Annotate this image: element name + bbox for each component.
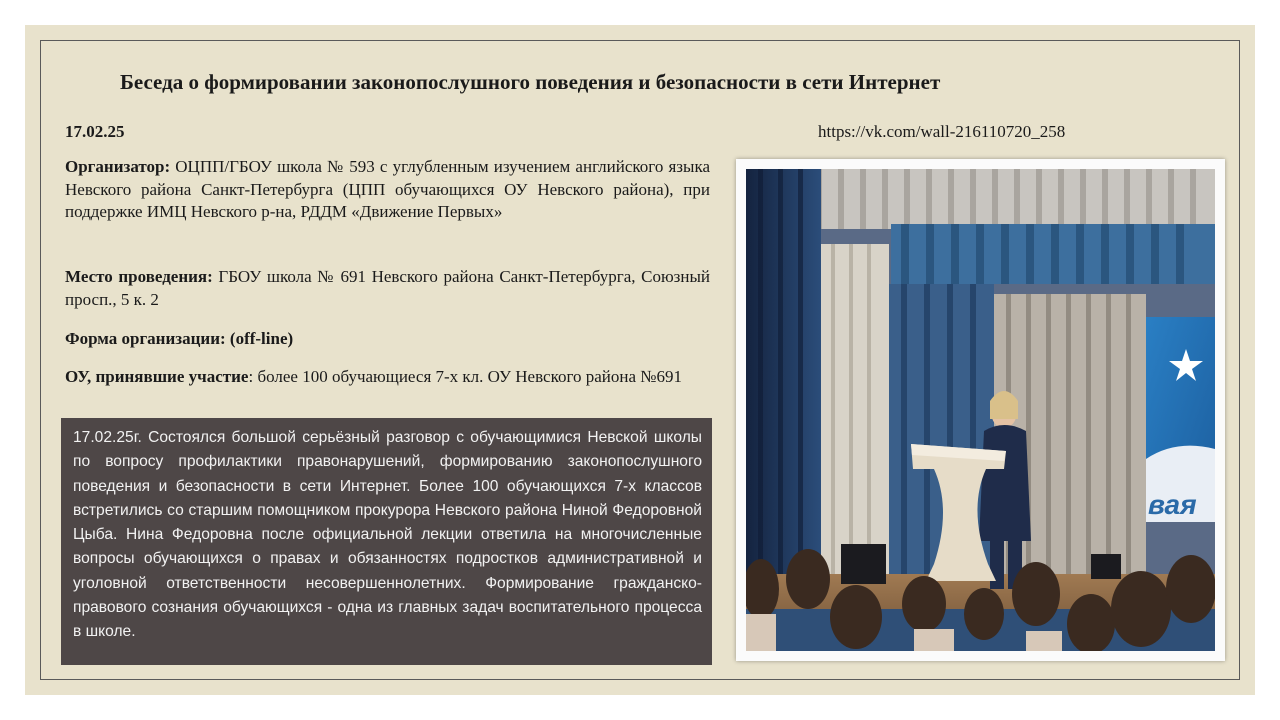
event-photo xyxy=(746,169,1215,651)
format-paragraph xyxy=(65,328,710,351)
participants-value: : более 100 обучающиеся 7-х кл. ОУ Невского района №691 xyxy=(248,367,683,386)
participants-label: ОУ, принявшие участие xyxy=(65,367,249,386)
venue-value: ГБОУ школа № 691 Невского района Санкт-Петербурга, Союзный просп., 5 к. 2 xyxy=(65,267,711,309)
organizer-value: ОЦПП/ГБОУ школа № 593 с углубленным изучением английского языка Невского района Санкт-Петербурга (ЦПП обучающихся ОУ Невского района), при поддержке ИМЦ Невского р-на, РДДМ «Движение Первых» xyxy=(65,157,710,221)
description-text: 17.02.25г. Состоялся большой серьёзный разговор с обучающимися Невской школы по вопросу профилактики правонарушений, формированию законопослушного поведения и безопасности в сети Интернет. Более 100 обучающихся 7-х классов встретились со старшим помощником прокурора Невского района Ниной Федоровной Цыба. Нина Федоровна после официальной лекции ответила на многочисленные вопросы обучающихся о правах и обязанностях подростков административной и уголовной ответственности несовершеннолетних. Формирование гражданско-правового сознания обучающихся - одна из главных задач воспитательного процесса в школе. xyxy=(73,429,702,641)
format-value: (off-line) xyxy=(225,329,294,348)
source-link[interactable]: https://vk.com/wall-216110720_258 xyxy=(818,122,1066,141)
description-box xyxy=(61,418,712,665)
event-photo-illustration xyxy=(746,169,1215,651)
format-label: Форма организации: xyxy=(65,329,226,348)
venue-paragraph xyxy=(65,266,710,311)
venue-label: Место проведения: xyxy=(65,267,213,286)
organizer-paragraph xyxy=(65,156,710,224)
photo-frame xyxy=(736,159,1225,661)
event-date: 17.02.25 xyxy=(65,122,125,141)
organizer-label: Организатор: xyxy=(65,157,171,176)
slide-title: Беседа о формировании законопослушного поведения и безопасности в сети Интернет xyxy=(120,70,941,94)
participants-paragraph xyxy=(65,366,710,389)
photo-banner-text: вая xyxy=(1148,489,1197,520)
